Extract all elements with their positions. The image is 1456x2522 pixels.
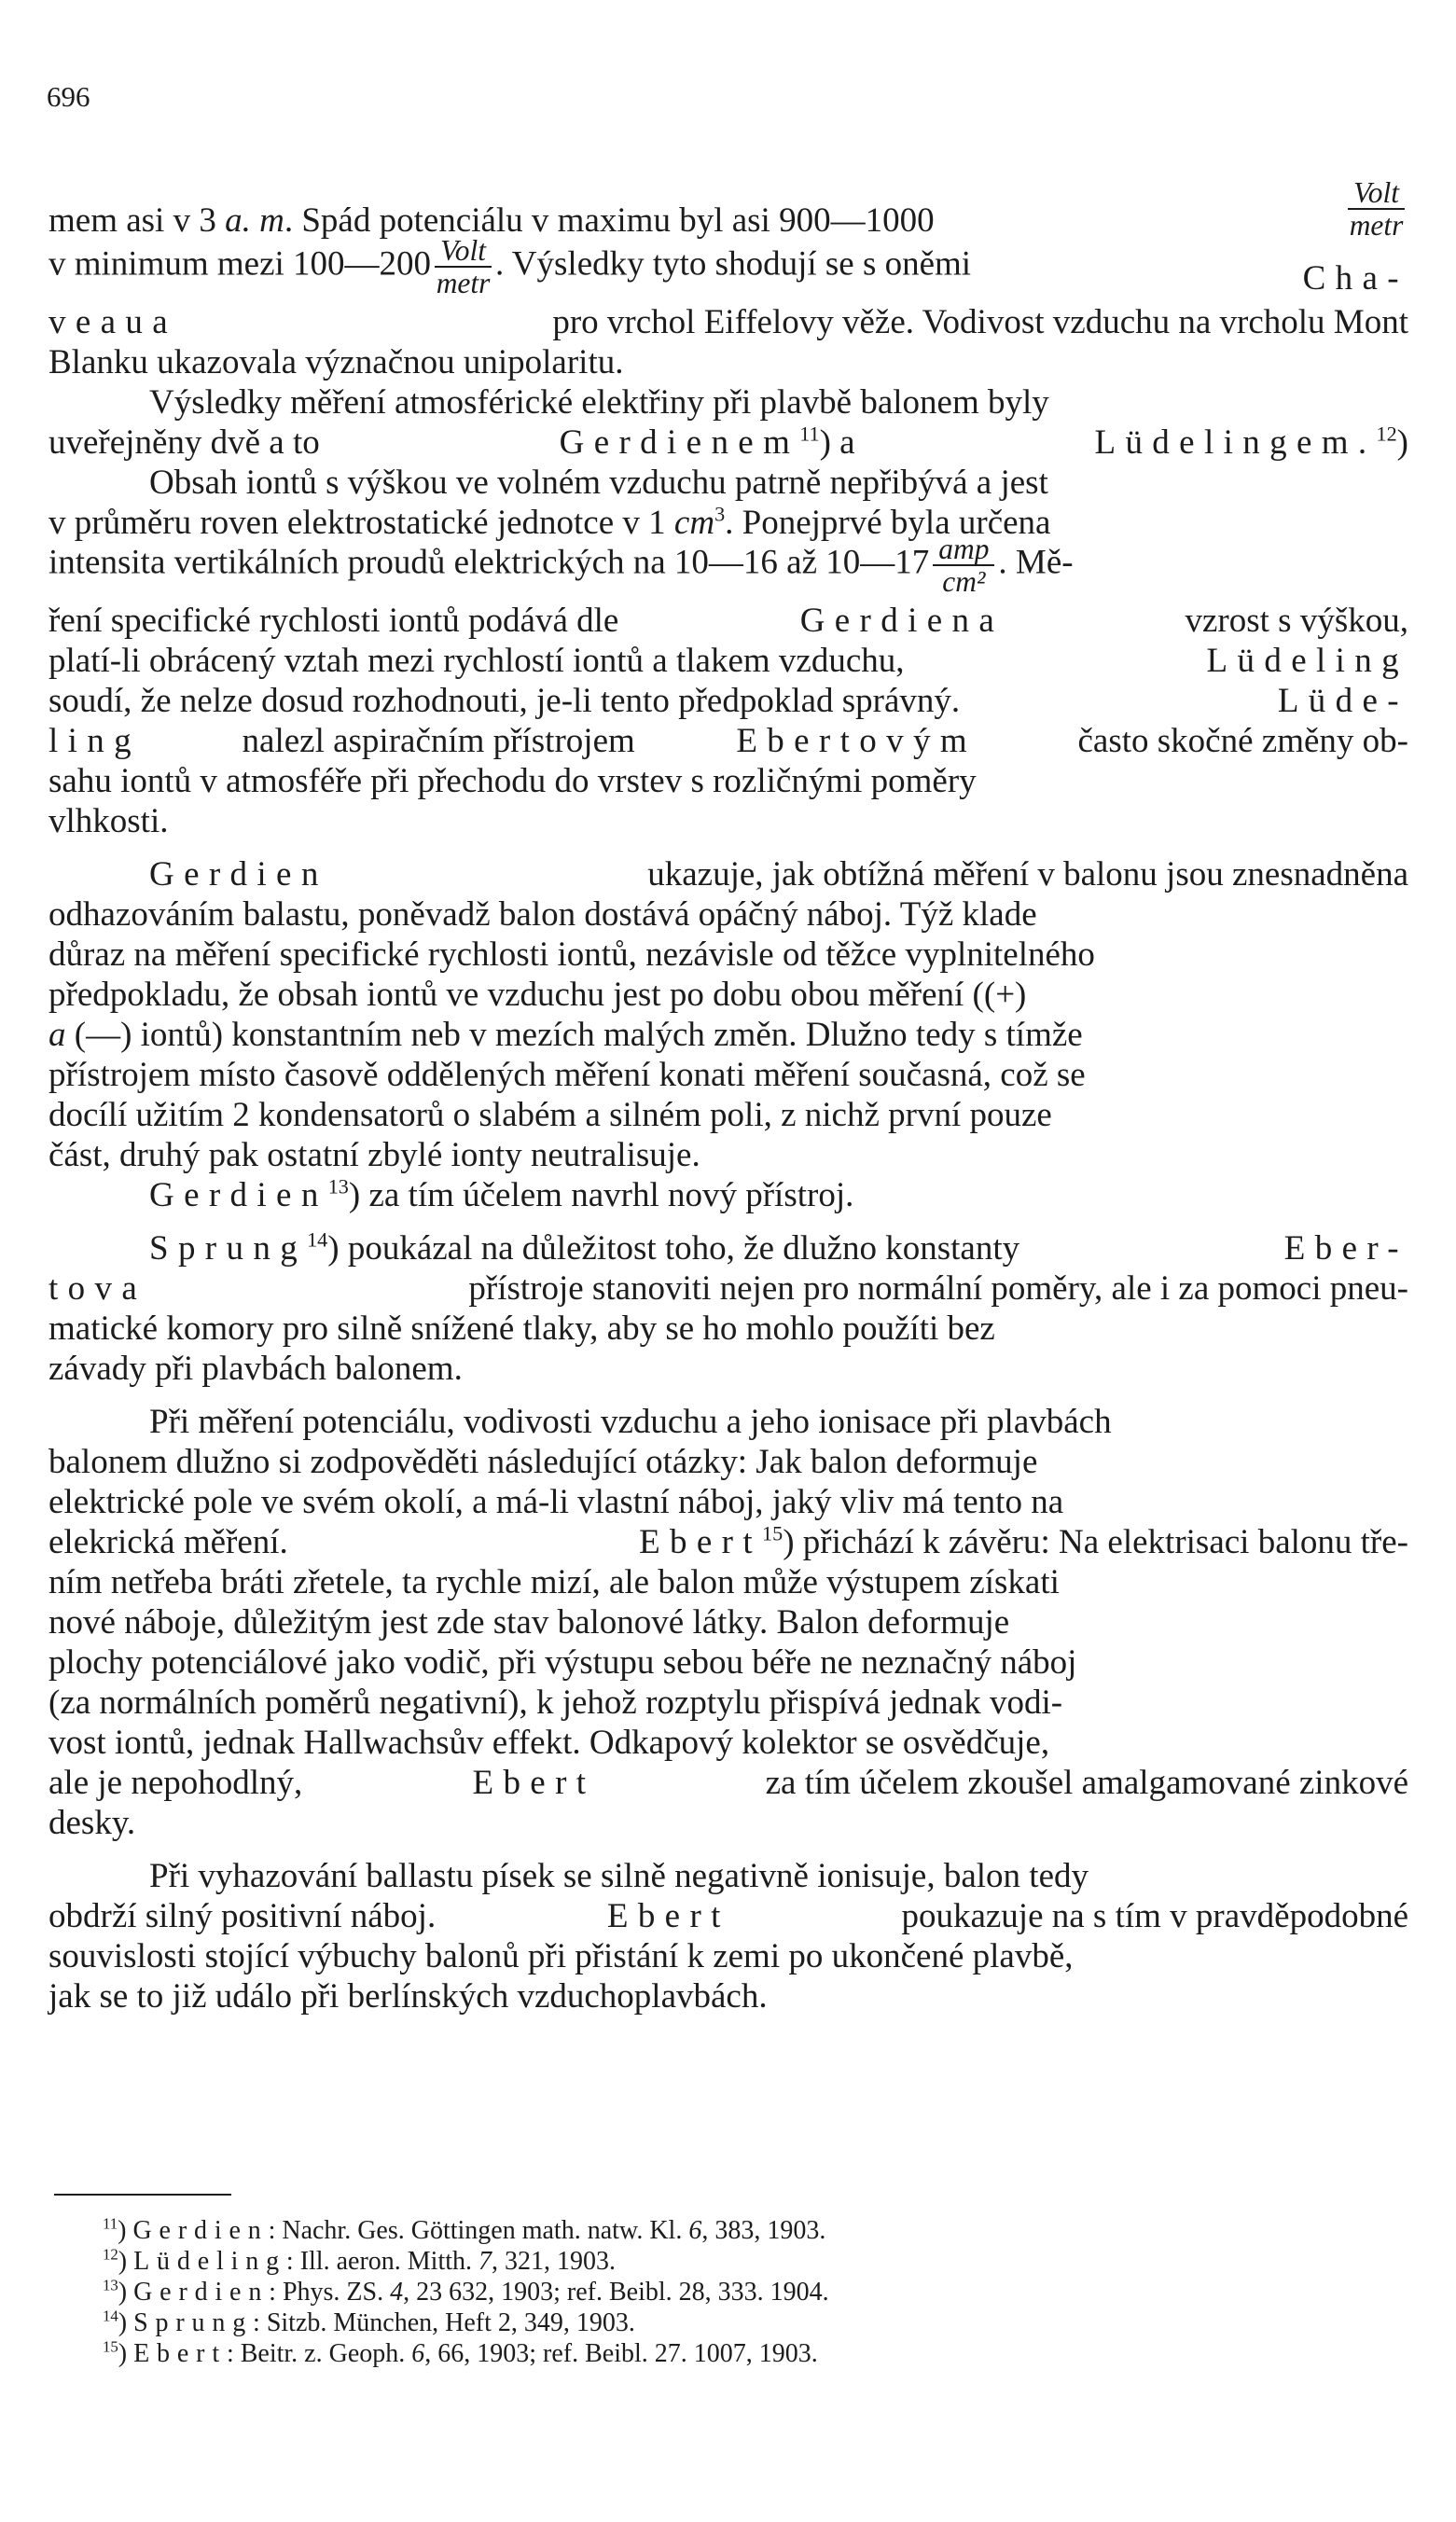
- text-line: Sprung$^{14}$) poukázal na důležitost toho, že dlužno konstanty Eber-: [149, 1227, 1408, 1268]
- footnote: $^{14}$) Sprung: Sitzb. München, Heft 2, 349, 1903.: [103, 2307, 635, 2337]
- text-line: přístrojem místo časově oddělených měření konati měření současná, což se: [49, 1056, 1086, 1094]
- text-line: desky.: [49, 1804, 136, 1842]
- text-line: ním netřeba bráti zřetele, ta rychle mizí, ale balon může výstupem získati: [49, 1563, 1060, 1601]
- text-line: sahu iontů v atmosféře při přechodu do vrstev s rozličnými poměry: [49, 762, 977, 800]
- text-line: nové náboje, důležitým jest zde stav balonové látky. Balon deformuje: [49, 1603, 1010, 1642]
- text-line: obdrží silný positivní náboj. Ebert poukazuje na s tím v pravděpodobné: [49, 1897, 1408, 1935]
- text-line: vlhkosti.: [49, 802, 169, 840]
- text-line: v průměru roven elektrostatické jednotce v 1 $cm^3$. Ponejprvé byla určena: [49, 502, 1051, 542]
- text-line: jak se to již událo při berlínských vzduchoplavbách.: [49, 1977, 768, 2016]
- text-line: Obsah iontů s výškou ve volném vzduchu patrně nepřibývá a jest: [149, 464, 1048, 502]
- text-line: část, druhý pak ostatní zbylé ionty neutralisuje.: [49, 1136, 700, 1174]
- text-line: mem asi v 3 a. m. Spád potenciálu v maximu byl asi 900—1000 $\frac{\text{Volt}}{\text{metr}}$: [49, 175, 1404, 242]
- text-line: veaua pro vrchol Eiffelovy věže. Vodivost vzduchu na vrcholu Mont: [49, 303, 1408, 341]
- footnote-rule: [54, 2194, 231, 2196]
- text-line: ling nalezl aspiračním přístrojem Ebertovým často skočné změny ob-: [49, 722, 1408, 760]
- text-line: vost iontů, jednak Hallwachsův effekt. Odkapový kolektor se osvědčuje,: [49, 1724, 1050, 1762]
- text-line: ření specifické rychlosti iontů podává dle Gerdiena vzrost s výškou,: [49, 602, 1408, 640]
- text-line: Gerdien ukazuje, jak obtížná měření v balonu jsou znesnadněna: [149, 855, 1408, 894]
- text-line: soudí, že nelze dosud rozhodnouti, je-li tento předpoklad správný. Lüde-: [49, 682, 1408, 720]
- text-line: a (—) iontů) konstantním neb v mezích malých změn. Dlužno tedy s tímže: [49, 1016, 1083, 1054]
- text-line: elektrické pole ve svém okolí, a má-li vlastní náboj, jaký vliv má tento na: [49, 1483, 1064, 1521]
- text-line: souvislosti stojící výbuchy balonů při přistání k zemi po ukončené plavbě,: [49, 1937, 1074, 1975]
- text-line: platí-li obrácený vztah mezi rychlostí iontů a tlakem vzduchu, Lüdeling: [49, 642, 1408, 680]
- text-line: matické komory pro silně snížené tlaky, aby se ho mohlo použíti bez: [49, 1310, 995, 1348]
- unit-fraction: $\frac{\text{Volt}}{\text{metr}}$: [1349, 175, 1404, 242]
- text-line: tova přístroje stanoviti nejen pro normální poměry, ale i za pomoci pneu-: [49, 1269, 1408, 1308]
- text-line: ale je nepohodlný, Ebert za tím účelem zkoušel amalgamované zinkové: [49, 1764, 1408, 1802]
- page-number: 696: [47, 80, 90, 113]
- text-line: (za normálních poměrů negativní), k jehož rozptylu přispívá jednak vodi-: [49, 1684, 1063, 1722]
- text-line: balonem dlužno si zodpověděti následující otázky: Jak balon deformuje: [49, 1443, 1038, 1481]
- text-line: Výsledky měření atmosférické elektřiny při plavbě balonem byly: [149, 383, 1049, 422]
- unit-fraction: $\frac{\text{Volt}}{\text{metr}}$: [436, 233, 491, 299]
- text-line: závady při plavbách balonem.: [49, 1350, 463, 1388]
- text-line: plochy potenciálové jako vodič, při výstupu sebou béře ne neznačný náboj: [49, 1643, 1077, 1682]
- footnote: $^{12}$) Lüdeling: Ill. aeron. Mitth. 7, 321, 1903.: [103, 2245, 616, 2276]
- main-text: [49, 175, 1408, 2016]
- text-line: uveřejněny dvě a to Gerdienem$^{11}$) a Lüdelingem.$^{12}$): [49, 422, 1408, 462]
- text-line: Blanku ukazovala význačnou unipolaritu.: [49, 343, 624, 381]
- text-line: v minimum mezi 100—200 $\frac{\text{Volt}}{\text{metr}}$ . Výsledky tyto shodují se s oněmi Cha-: [49, 233, 1408, 299]
- text-line: Gerdien$^{13}$) za tím účelem navrhl nový přístroj.: [149, 1174, 854, 1214]
- text-line: docílí užitím 2 kondensatorů o slabém a silném poli, z nichž první pouze: [49, 1096, 1052, 1134]
- text-line: důraz na měření specifické rychlosti iontů, nezávisle od těžce vyplnitelného: [49, 935, 1095, 974]
- text-line: odhazováním balastu, poněvadž balon dostává opáčný náboj. Týž klade: [49, 895, 1037, 934]
- text-line: elekrická měření. Ebert$^{15}$) přichází k závěru: Na elektrisaci balonu tře-: [49, 1521, 1408, 1561]
- footnote: $^{13}$) Gerdien: Phys. ZS. 4, 23 632, 1903; ref. Beibl. 28, 333. 1904.: [103, 2276, 829, 2307]
- text-line: předpokladu, že obsah iontů ve vzduchu jest po dobu obou měření ((+): [49, 976, 1027, 1014]
- text-line: intensita vertikálních proudů elektrických na 10—16 až 10—17 $\frac{\text{amp}}{\text{cm²}}$ . Mě-: [49, 532, 1074, 598]
- footnotes: [103, 2215, 1371, 2369]
- unit-fraction: $\frac{\text{amp}}{\text{cm²}}$: [933, 534, 994, 597]
- text-line: Při měření potenciálu, vodivosti vzduchu a jeho ionisace při plavbách: [149, 1403, 1112, 1441]
- text-line: Při vyhazování ballastu písek se silně negativně ionisuje, balon tedy: [149, 1857, 1089, 1895]
- footnote: $^{15}$) Ebert: Beitr. z. Geoph. 6, 66, 1903; ref. Beibl. 27. 1007, 1903.: [103, 2337, 818, 2368]
- footnote: $^{11}$) Gerdien: Nachr. Ges. Göttingen math. natw. Kl. 6, 383, 1903.: [103, 2214, 826, 2245]
